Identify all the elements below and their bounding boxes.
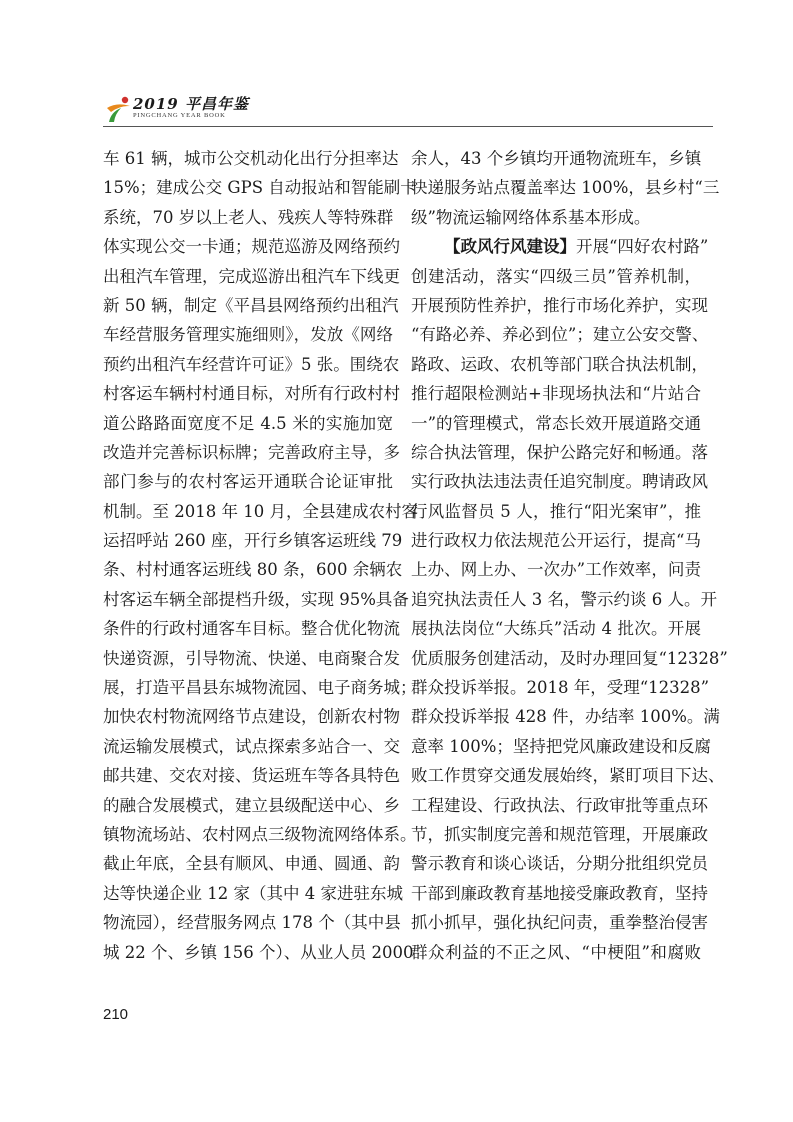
- text-line: 运招呼站 260 座，开行乡镇客运班线 79: [103, 531, 403, 551]
- text-line: 上办、网上办、一次办”工作效率，问责: [411, 560, 701, 580]
- text-line: 村客运车辆村村通目标，对所有行政村村: [103, 384, 400, 404]
- text-line: 预约出租汽车经营许可证》5 张。围绕农: [103, 354, 400, 374]
- section-first-line: [411, 232, 709, 261]
- page-header: [103, 92, 713, 126]
- text-line: 快递服务站点覆盖率达 100%，县乡村“三: [411, 178, 720, 198]
- text-line: 工程建设、行政执法、行政审批等重点环: [411, 795, 708, 815]
- text-line: 败工作贯穿交通发展始终，紧盯项目下达、: [411, 766, 725, 786]
- text-line: 条、村村通客运班线 80 条，600 余辆农: [103, 560, 403, 580]
- text-line: “有路必养、养必到位”；建立公安交警、: [411, 325, 709, 345]
- text-line: 系统，70 岁以上老人、残疾人等特殊群: [103, 207, 394, 227]
- text-line: 进行政权力依法规范公开运行，提高“马: [411, 531, 701, 551]
- text-line: 物流园），经营服务网点 178 个（其中县: [103, 913, 401, 933]
- text-line: 出租汽车管理，完成巡游出租汽车下线更: [103, 266, 400, 286]
- text-line: 抓小抓早，强化执纪问责，重拳整治侵害: [411, 913, 708, 933]
- text-line: 快递资源，引导物流、快递、电商聚合发: [103, 648, 400, 668]
- text-line: 条件的行政村通客车目标。整合优化物流: [103, 619, 400, 639]
- text-line: 展，打造平昌县东城物流园、电子商务城；: [103, 678, 417, 698]
- left-column: [103, 144, 418, 967]
- text-line: 镇物流场站、农村网点三级物流网络体系。: [103, 824, 417, 844]
- text-line: 改造并完善标识标牌；完善政府主导，多: [103, 442, 400, 462]
- text-line: 综合执法管理，保护公路完好和畅通。落: [411, 442, 708, 462]
- text-line: 截止年底，全县有顺风、申通、圆通、韵: [103, 854, 400, 874]
- text-line: 路政、运政、农机等部门联合执法机制，: [411, 354, 708, 374]
- text-line: 警示教育和谈心谈话，分期分批组织党员: [411, 854, 708, 874]
- text-line: 节，抓实制度完善和规范管理，开展廉政: [411, 824, 708, 844]
- header-divider: [103, 126, 713, 127]
- text-line: 实行政执法违法责任追究制度。聘请政风: [411, 472, 708, 492]
- text-line: 群众利益的不正之风、“中梗阻”和腐败: [411, 942, 701, 962]
- text-line: 的融合发展模式，建立县级配送中心、乡: [103, 795, 400, 815]
- text-line: 15%；建成公交 GPS 自动报站和智能刷卡: [103, 178, 417, 198]
- text-line: 追究执法责任人 3 名，警示约谈 6 人。开: [411, 589, 717, 609]
- text-line: 道公路路面宽度不足 4.5 米的实施加宽: [103, 413, 393, 433]
- page-number: 210: [103, 1006, 129, 1023]
- brand-title: 2019 平昌年鉴: [133, 95, 249, 113]
- section-heading: 【政风行风建设】: [444, 237, 576, 257]
- text-line: 加快农村物流网络节点建设，创新农村物: [103, 707, 400, 727]
- text-line: 新 50 辆，制定《平昌县网络预约出租汽: [103, 295, 399, 315]
- text-line: 一”的管理模式，常态长效开展道路交通: [411, 413, 701, 433]
- text-line: 级”物流运输网络体系基本形成。: [411, 207, 651, 227]
- brand-subtitle: PINGCHANG YEAR BOOK: [133, 112, 226, 119]
- text-line: 群众投诉举报 428 件，办结率 100%。满: [411, 707, 720, 727]
- text-line: 行风监督员 5 人，推行“阳光案审”，推: [411, 501, 701, 521]
- text-line: 体实现公交一卡通；规范巡游及网络预约: [103, 237, 400, 257]
- text-line: 推行超限检测站+非现场执法和“片站合: [411, 384, 701, 404]
- text-line: 达等快递企业 12 家（其中 4 家进驻东城: [103, 883, 403, 903]
- text-line: 创建活动，落实“四级三员”管养机制，: [411, 266, 701, 286]
- right-column: [411, 144, 728, 967]
- text-line: 开展预防性养护，推行市场化养护，实现: [411, 295, 708, 315]
- text-line: 余人，43 个乡镇均开通物流班车，乡镇: [411, 149, 702, 168]
- text-line: 干部到廉政教育基地接受廉政教育，坚持: [411, 883, 708, 903]
- text-line: 机制。至 2018 年 10 月，全县建成农村客: [103, 501, 418, 521]
- text-line: 车经营服务管理实施细则》，发放《网络: [103, 325, 393, 345]
- text-line: 开展“四好农村路”: [576, 237, 709, 257]
- text-line: 群众投诉举报。2018 年，受理“12328”: [411, 678, 710, 698]
- text-line: 意率 100%；坚持把党风廉政建设和反腐: [411, 736, 711, 756]
- text-line: 展执法岗位“大练兵”活动 4 批次。开展: [411, 619, 701, 639]
- text-line: 部门参与的农村客运开通联合论证审批: [103, 472, 393, 492]
- text-line: 城 22 个、乡镇 156 个）、从业人员 2000: [103, 942, 414, 962]
- text-line: 车 61 辆，城市公交机动化出行分担率达: [103, 149, 399, 168]
- text-line: 流运输发展模式，试点探索多站合一、交: [103, 736, 400, 756]
- text-line: 邮共建、交农对接、货运班车等各具特色: [103, 766, 400, 786]
- yearbook-logo-icon: [103, 94, 133, 124]
- text-line: 优质服务创建活动，及时办理回复“12328”: [411, 648, 728, 668]
- text-line: 村客运车辆全部提档升级，实现 95%具备: [103, 589, 409, 609]
